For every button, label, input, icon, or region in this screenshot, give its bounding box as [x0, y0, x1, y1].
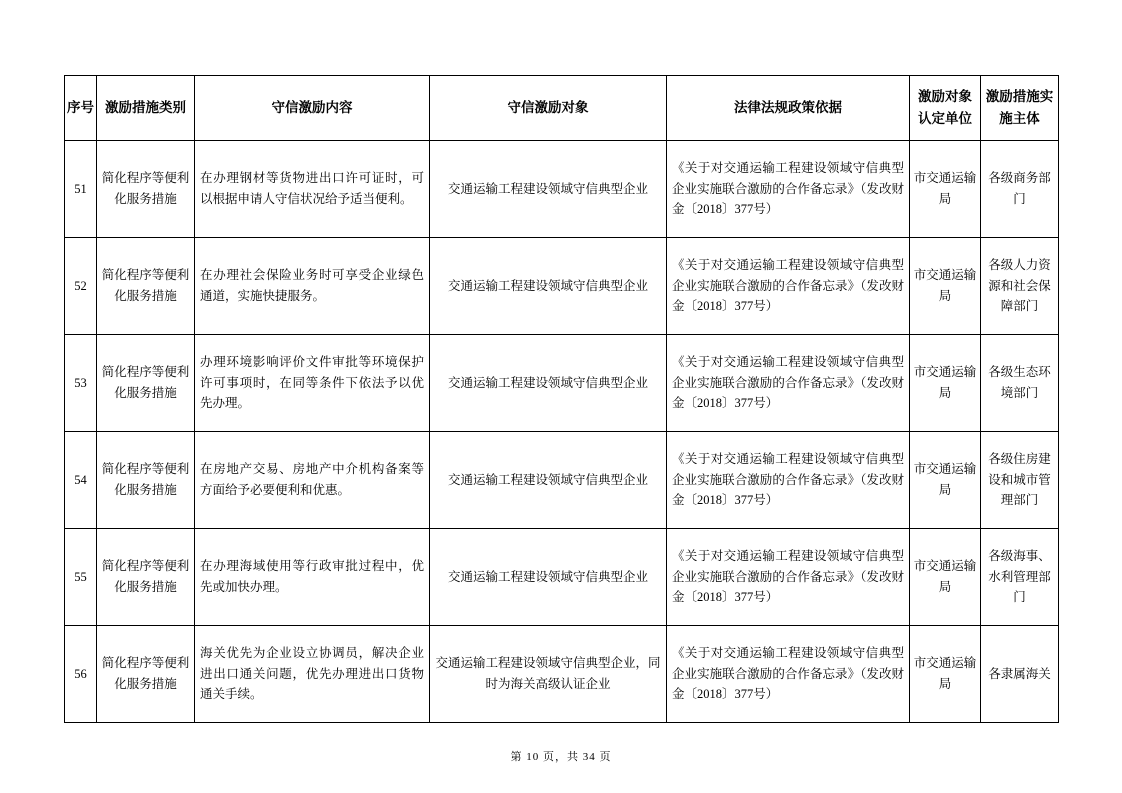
cell-target: 交通运输工程建设领域守信典型企业 — [430, 335, 667, 432]
cell-no: 53 — [65, 335, 97, 432]
incentive-measures-table — [64, 75, 1059, 723]
cell-basis: 《关于对交通运输工程建设领域守信典型企业实施联合激励的合作备忘录》（发改财金〔2018〕377号） — [667, 335, 910, 432]
cell-basis: 《关于对交通运输工程建设领域守信典型企业实施联合激励的合作备忘录》（发改财金〔2018〕377号） — [667, 626, 910, 723]
cell-no: 52 — [65, 238, 97, 335]
cell-category: 简化程序等便利化服务措施 — [97, 335, 195, 432]
cell-implementer: 各级住房建设和城市管理部门 — [981, 432, 1059, 529]
cell-category: 简化程序等便利化服务措施 — [97, 432, 195, 529]
cell-no: 51 — [65, 141, 97, 238]
table-row — [65, 238, 1059, 335]
col-header-category: 激励措施类别 — [97, 76, 195, 141]
cell-unit: 市交通运输局 — [910, 141, 981, 238]
cell-content: 在办理海域使用等行政审批过程中，优先或加快办理。 — [195, 529, 430, 626]
col-header-implementer: 激励措施实施主体 — [981, 76, 1059, 141]
cell-content: 在办理钢材等货物进出口许可证时，可以根据申请人守信状况给予适当便利。 — [195, 141, 430, 238]
cell-unit: 市交通运输局 — [910, 238, 981, 335]
table-row — [65, 335, 1059, 432]
table-header-row — [65, 76, 1059, 141]
cell-target: 交通运输工程建设领域守信典型企业 — [430, 141, 667, 238]
cell-target: 交通运输工程建设领域守信典型企业 — [430, 529, 667, 626]
cell-basis: 《关于对交通运输工程建设领域守信典型企业实施联合激励的合作备忘录》（发改财金〔2018〕377号） — [667, 238, 910, 335]
cell-content: 办理环境影响评价文件审批等环境保护许可事项时，在同等条件下依法予以优先办理。 — [195, 335, 430, 432]
cell-unit: 市交通运输局 — [910, 432, 981, 529]
cell-implementer: 各级生态环境部门 — [981, 335, 1059, 432]
cell-implementer: 各隶属海关 — [981, 626, 1059, 723]
cell-content: 在办理社会保险业务时可享受企业绿色通道，实施快捷服务。 — [195, 238, 430, 335]
cell-no: 55 — [65, 529, 97, 626]
cell-unit: 市交通运输局 — [910, 529, 981, 626]
cell-category: 简化程序等便利化服务措施 — [97, 238, 195, 335]
cell-target: 交通运输工程建设领域守信典型企业，同时为海关高级认证企业 — [430, 626, 667, 723]
cell-category: 简化程序等便利化服务措施 — [97, 529, 195, 626]
col-header-no: 序号 — [65, 76, 97, 141]
cell-unit: 市交通运输局 — [910, 335, 981, 432]
table-row — [65, 432, 1059, 529]
page-footer — [0, 748, 1122, 764]
cell-unit: 市交通运输局 — [910, 626, 981, 723]
cell-target: 交通运输工程建设领域守信典型企业 — [430, 432, 667, 529]
cell-implementer: 各级商务部门 — [981, 141, 1059, 238]
col-header-unit: 激励对象认定单位 — [910, 76, 981, 141]
cell-target: 交通运输工程建设领域守信典型企业 — [430, 238, 667, 335]
cell-basis: 《关于对交通运输工程建设领域守信典型企业实施联合激励的合作备忘录》（发改财金〔2018〕377号） — [667, 141, 910, 238]
col-header-content: 守信激励内容 — [195, 76, 430, 141]
page-number-text: 第 10 页，共 34 页 — [510, 751, 612, 763]
cell-basis: 《关于对交通运输工程建设领域守信典型企业实施联合激励的合作备忘录》（发改财金〔2018〕377号） — [667, 529, 910, 626]
cell-basis: 《关于对交通运输工程建设领域守信典型企业实施联合激励的合作备忘录》（发改财金〔2018〕377号） — [667, 432, 910, 529]
cell-implementer: 各级人力资源和社会保障部门 — [981, 238, 1059, 335]
cell-implementer: 各级海事、水利管理部门 — [981, 529, 1059, 626]
table-row — [65, 626, 1059, 723]
col-header-target: 守信激励对象 — [430, 76, 667, 141]
cell-no: 56 — [65, 626, 97, 723]
table-row — [65, 141, 1059, 238]
col-header-basis: 法律法规政策依据 — [667, 76, 910, 141]
table-row — [65, 529, 1059, 626]
cell-no: 54 — [65, 432, 97, 529]
cell-category: 简化程序等便利化服务措施 — [97, 141, 195, 238]
cell-category: 简化程序等便利化服务措施 — [97, 626, 195, 723]
cell-content: 在房地产交易、房地产中介机构备案等方面给予必要便利和优惠。 — [195, 432, 430, 529]
cell-content: 海关优先为企业设立协调员，解决企业进出口通关问题，优先办理进出口货物通关手续。 — [195, 626, 430, 723]
